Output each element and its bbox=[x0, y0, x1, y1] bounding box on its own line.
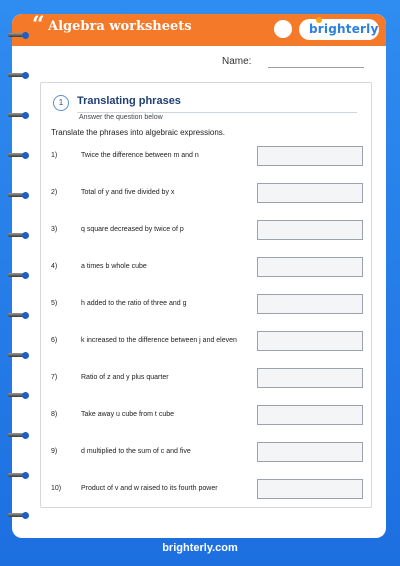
spiral-ring bbox=[8, 190, 36, 200]
question-text: Twice the difference between m and n bbox=[81, 152, 199, 159]
question-number: 5) bbox=[51, 300, 58, 307]
question-row bbox=[41, 257, 371, 279]
section-subtitle: Answer the question below bbox=[79, 114, 163, 121]
question-text: Take away u cube from t cube bbox=[81, 411, 174, 418]
answer-box[interactable] bbox=[257, 294, 363, 314]
spiral-ring bbox=[8, 150, 36, 160]
question-number: 9) bbox=[51, 448, 58, 455]
question-row bbox=[41, 368, 371, 390]
question-row bbox=[41, 146, 371, 168]
question-number: 10) bbox=[51, 485, 62, 492]
worksheet-page bbox=[12, 14, 386, 538]
question-text: k increased to the difference between j and eleven bbox=[81, 337, 237, 344]
spiral-ring bbox=[8, 510, 36, 520]
spiral-ring bbox=[8, 310, 36, 320]
question-number: 2) bbox=[51, 189, 58, 196]
question-row bbox=[41, 183, 371, 205]
question-text: Ratio of z and y plus quarter bbox=[81, 374, 169, 381]
quote-icon: “ bbox=[32, 14, 45, 38]
name-row bbox=[222, 56, 372, 72]
question-text: d multiplied to the sum of c and five bbox=[81, 448, 191, 455]
answer-box[interactable] bbox=[257, 368, 363, 388]
question-number: 4) bbox=[51, 263, 58, 270]
answer-box[interactable] bbox=[257, 331, 363, 351]
spiral-ring bbox=[8, 70, 36, 80]
question-text: Total of y and five divided by x bbox=[81, 189, 175, 196]
name-field-line[interactable] bbox=[268, 67, 364, 68]
answer-box[interactable] bbox=[257, 479, 363, 499]
answer-box[interactable] bbox=[257, 146, 363, 166]
content-frame bbox=[40, 82, 372, 508]
brand-logo bbox=[299, 19, 379, 40]
spiral-ring bbox=[8, 350, 36, 360]
worksheet-header bbox=[12, 14, 386, 46]
section-number: 1 bbox=[53, 95, 69, 111]
question-row bbox=[41, 331, 371, 353]
spiral-ring bbox=[8, 470, 36, 480]
question-row bbox=[41, 479, 371, 501]
name-label: Name: bbox=[222, 56, 252, 67]
spiral-ring bbox=[8, 270, 36, 280]
spiral-ring bbox=[8, 30, 36, 40]
answer-box[interactable] bbox=[257, 405, 363, 425]
question-number: 7) bbox=[51, 374, 58, 381]
brand-name: brighterly bbox=[309, 22, 379, 36]
question-text: Product of v and w raised to its fourth power bbox=[81, 485, 218, 492]
section-header bbox=[53, 95, 353, 125]
question-row bbox=[41, 294, 371, 316]
question-row bbox=[41, 442, 371, 464]
section-title: Translating phrases bbox=[77, 95, 181, 107]
question-number: 1) bbox=[51, 152, 58, 159]
question-number: 3) bbox=[51, 226, 58, 233]
spiral-ring bbox=[8, 230, 36, 240]
question-text: a times b whole cube bbox=[81, 263, 147, 270]
answer-box[interactable] bbox=[257, 220, 363, 240]
question-row bbox=[41, 405, 371, 427]
question-row bbox=[41, 220, 371, 242]
question-number: 6) bbox=[51, 337, 58, 344]
answer-box[interactable] bbox=[257, 183, 363, 203]
spiral-ring bbox=[8, 430, 36, 440]
footer-brand-link[interactable]: brighterly.com bbox=[162, 542, 238, 554]
answer-box[interactable] bbox=[257, 442, 363, 462]
spiral-ring bbox=[8, 110, 36, 120]
question-text: h added to the ratio of three and g bbox=[81, 300, 187, 307]
instructions: Translate the phrases into algebraic expressions. bbox=[51, 128, 226, 137]
worksheet-title: Algebra worksheets bbox=[48, 19, 192, 34]
spiral-ring bbox=[8, 390, 36, 400]
answer-box[interactable] bbox=[257, 257, 363, 277]
circle-icon bbox=[274, 20, 292, 38]
divider bbox=[77, 112, 357, 113]
question-number: 8) bbox=[51, 411, 58, 418]
question-text: q square decreased by twice of p bbox=[81, 226, 184, 233]
